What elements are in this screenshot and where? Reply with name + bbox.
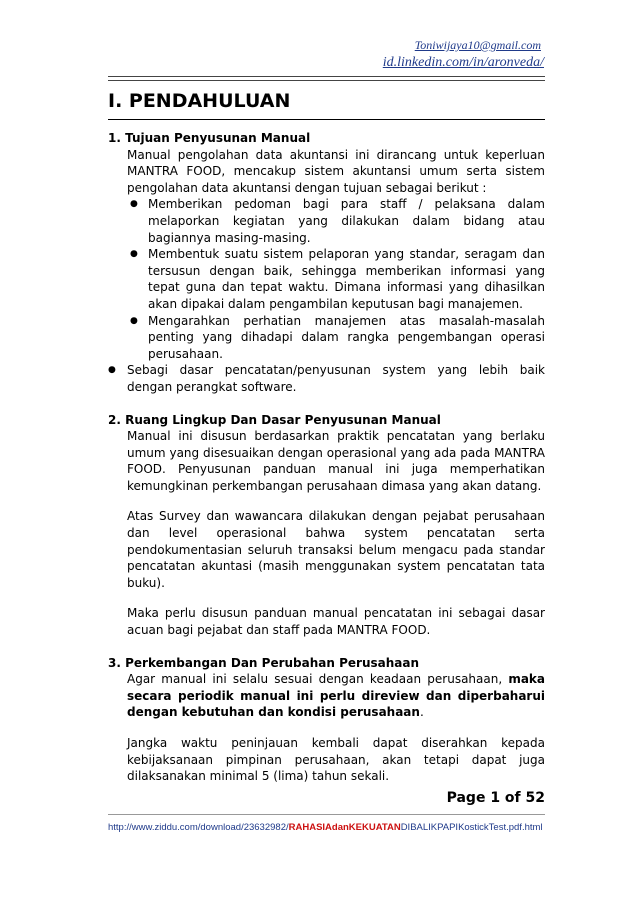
- section-1-bullet-list: [127, 196, 545, 362]
- section-1-title: 1. Tujuan Penyusunan Manual: [108, 131, 311, 145]
- footer-url-link[interactable]: [108, 821, 548, 835]
- section-3-title: 3. Perkembangan Dan Perubahan Perusahaan: [108, 655, 420, 670]
- spacer: [108, 396, 545, 412]
- section-2-paragraph-2: Atas Survey dan wawancara dilakukan dengan pejabat perusahaan dan level operasional bahwa system pencatatan serta pendokumentasian seluruh transaksi belum mengacu pada standar pencatatan akuntasi (masih menggunakan system pencatatan tata buku).: [127, 509, 545, 590]
- footer-url-start: http://www.ziddu.com/download/23632982/: [108, 822, 289, 833]
- header-rule-thick: [108, 76, 545, 77]
- section-1-intro: Manual pengolahan data akuntansi ini dirancang untuk keperluan MANTRA FOOD, mencakup sistem akuntansi umum serta sistem pengolahan data akuntansi dengan tujuan sebagai berikut :: [127, 147, 545, 195]
- section-2-paragraph-1: Manual ini disusun berdasarkan praktik pencatatan yang berlaku umum yang disesuaikan dengan operasional yang ada pada MANTRA FOOD. Penyusunan panduan manual ini juga memperhatikan kemungkinan perkembangan perusahaan dimasa yang akan datang.: [127, 429, 545, 493]
- header-linkedin-link[interactable]: id.linkedin.com/in/aronveda/: [382, 55, 544, 70]
- section-1-outer-bullet: ● Sebagi dasar pencatatan/penyusunan system yang lebih baik dengan perangkat software.: [108, 362, 545, 395]
- footer-rule: [108, 814, 545, 815]
- document-body: [108, 130, 545, 785]
- spacer: [108, 494, 545, 508]
- spacer: [108, 639, 545, 655]
- footer-url-end: DIBALIKPAPIKostickTest.pdf.html: [400, 822, 543, 833]
- header-email-link[interactable]: Toniwijaya10@gmail.com: [414, 38, 541, 52]
- section-3-paragraph-2: Jangka waktu peninjauan kembali dapat diserahkan kepada kebijaksanaan pimpinan perusahaan, akan tetapi dapat juga dilaksanakan minimal 5 (lima) tahun sekali.: [127, 736, 545, 784]
- section-3-p1-start: Agar manual ini selalu sesuai dengan keadaan perusahaan,: [127, 672, 509, 687]
- section-2-paragraph-3: Maka perlu disusun panduan manual pencatatan ini sebagai dasar acuan bagi pejabat dan staff pada MANTRA FOOD.: [127, 606, 545, 638]
- section-1-bullet-2: ● Membentuk suatu sistem pelaporan yang standar, seragam dan tersusun dengan baik, sehingga memberikan informasi yang tepat guna dan tepat waktu. Dimana informasi yang dihasilkan akan dipakai dalam pengambilan keputusan bagi manajemen.: [127, 246, 545, 312]
- section-3-p1-end: .: [419, 705, 424, 720]
- chapter-rule: [108, 119, 545, 120]
- footer-url-highlight: RAHASIAdanKEKUATAN: [288, 822, 401, 833]
- section-1-bullet-1: ● Memberikan pedoman bagi para staff / pelaksana dalam melaporkan kegiatan yang dilakukan dalam bidang atau bagiannya masing-masing.: [127, 196, 545, 246]
- section-3-p1-bold: maka secara periodik manual ini perlu direview dan diperbaharui dengan kebutuhan dan kondisi perusahaan: [127, 672, 545, 720]
- page-number: Page 1 of 52: [446, 790, 545, 806]
- spacer: [108, 721, 545, 735]
- section-1-outer-list: [108, 362, 545, 395]
- section-1-bullet-3: ● Mengarahkan perhatian manajemen atas masalah-masalah penting yang dihadapi dalam rangka pengembangan operasi perusahaan.: [127, 313, 545, 363]
- header-rule-thin: [108, 80, 545, 81]
- spacer: [108, 591, 545, 605]
- chapter-title: I. PENDAHULUAN: [108, 90, 291, 112]
- section-2-title: 2. Ruang Lingkup Dan Dasar Penyusunan Manual: [108, 412, 441, 427]
- section-3-paragraph-1: [127, 671, 545, 721]
